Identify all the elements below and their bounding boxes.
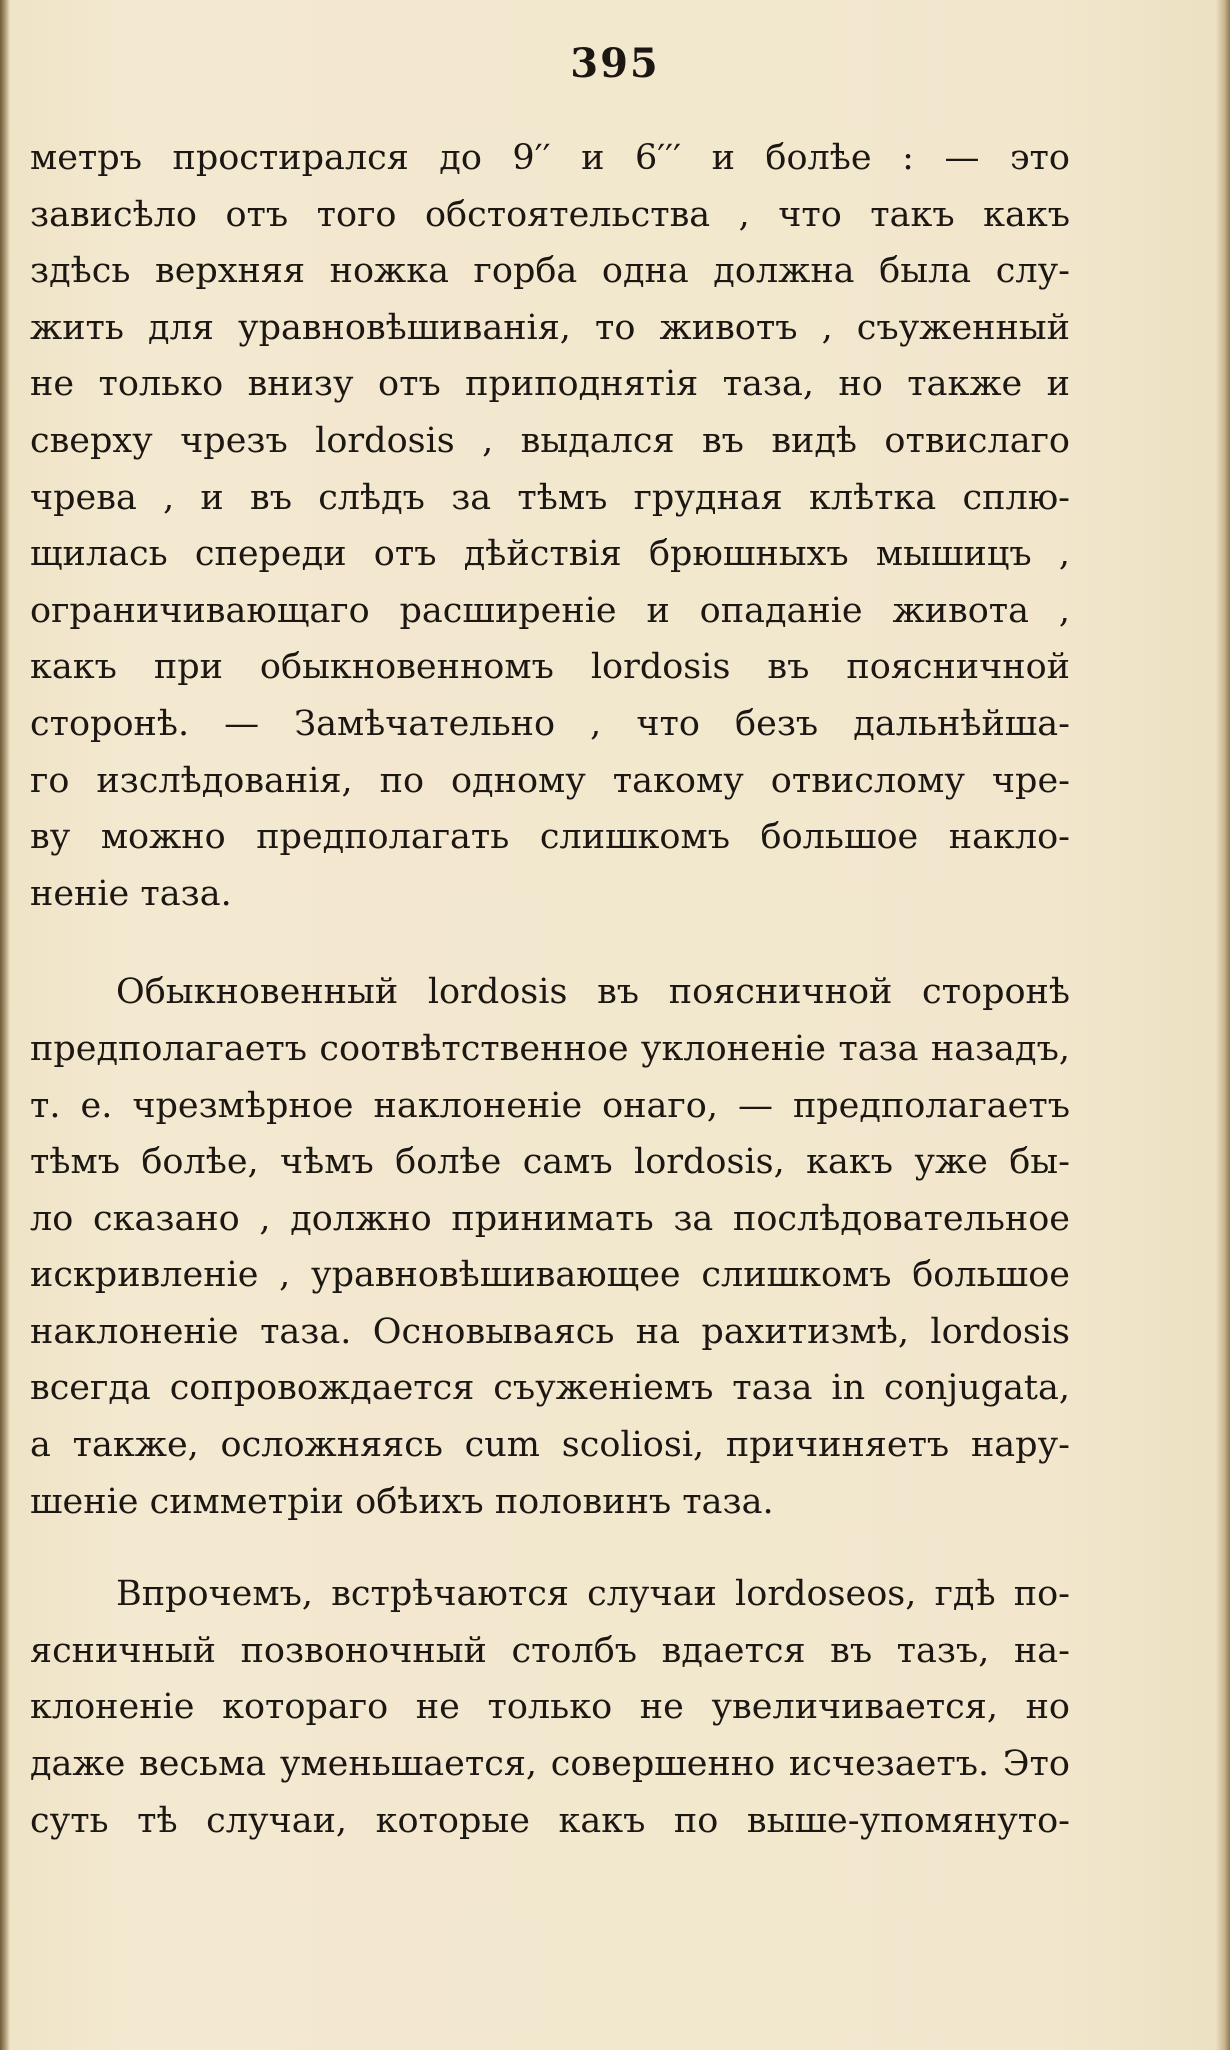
text-line: го изслѣдованія, по одному такому отвислому чре- <box>30 760 1070 801</box>
text-line: сторонѣ. — Замѣчательно , что безъ дальнѣйша- <box>30 703 1070 744</box>
text-line: зависѣло отъ того обстоятельства , что такъ какъ <box>30 194 1070 235</box>
text-line: искривленіе , уравновѣшивающее слишкомъ большое <box>30 1255 1070 1296</box>
text-line: щилась спереди отъ дѣйствія брюшныхъ мышицъ , <box>30 534 1070 575</box>
paragraph-gap <box>30 922 1070 964</box>
page-edge <box>1216 0 1230 2050</box>
text-line: тѣмъ болѣе, чѣмъ болѣе самъ lordosis, какъ уже бы- <box>30 1142 1070 1183</box>
text-line: сверху чрезъ lordosis , выдался въ видѣ отвислаго <box>30 420 1070 461</box>
paragraph-gap <box>30 1530 1070 1566</box>
text-line: т. е. чрезмѣрное наклоненіе онаго, — предполагаетъ <box>30 1085 1070 1126</box>
page-number: 395 <box>570 40 660 87</box>
text-line: какъ при обыкновенномъ lordosis въ поясничной <box>30 647 1070 688</box>
text-line: а также, осложняясь cum scoliosi, причиняетъ нару- <box>30 1425 1070 1466</box>
binding-shadow <box>0 0 10 2050</box>
text-line: ву можно предполагать слишкомъ большое накло- <box>30 817 1070 858</box>
text-line: чрева , и въ слѣдъ за тѣмъ грудная клѣтка сплю- <box>30 477 1070 518</box>
paragraph-2 <box>30 964 1070 1530</box>
page-body <box>30 130 1070 1849</box>
paragraph-1 <box>30 130 1070 922</box>
text-line: жить для уравновѣшиванія, то животъ , съуженный <box>30 307 1070 348</box>
text-line: ясничный позвоночный столбъ вдается въ тазъ, на- <box>30 1630 1070 1671</box>
text-line: суть тѣ случаи, которые какъ по выше-упомянуто- <box>30 1800 1070 1841</box>
text-line: здѣсь верхняя ножка горба одна должна была слу- <box>30 251 1070 292</box>
text-line: ограничивающаго расширеніе и опаданіе живота , <box>30 590 1070 631</box>
text-line: неніе таза. <box>30 873 232 914</box>
text-line: предполагаетъ соотвѣтственное уклоненіе таза назадъ, <box>30 1028 1070 1069</box>
text-line: клоненіе котораго не только не увеличивается, но <box>30 1687 1070 1728</box>
text-line: всегда сопровождается съуженіемъ таза in conjugata, <box>30 1368 1070 1409</box>
text-line: метръ простирался до 9′′ и 6′′′ и болѣе : — это <box>30 138 1070 178</box>
text-line: ло сказано , должно принимать за послѣдовательное <box>30 1198 1070 1239</box>
text-line: наклоненіе таза. Основываясь на рахитизмѣ, lordosis <box>30 1311 1070 1352</box>
paragraph-3 <box>30 1566 1070 1849</box>
text-line: даже весьма уменьшается, совершенно исчезаетъ. Это <box>30 1744 1070 1785</box>
text-line: Обыкновенный lordosis въ поясничной сторонѣ <box>116 972 1070 1013</box>
text-line: Впрочемъ, встрѣчаются случаи lordoseos, гдѣ по- <box>116 1574 1070 1615</box>
text-line: не только внизу отъ приподнятія таза, но также и <box>30 364 1070 405</box>
text-line: шеніе симметріи обѣихъ половинъ таза. <box>30 1481 774 1522</box>
